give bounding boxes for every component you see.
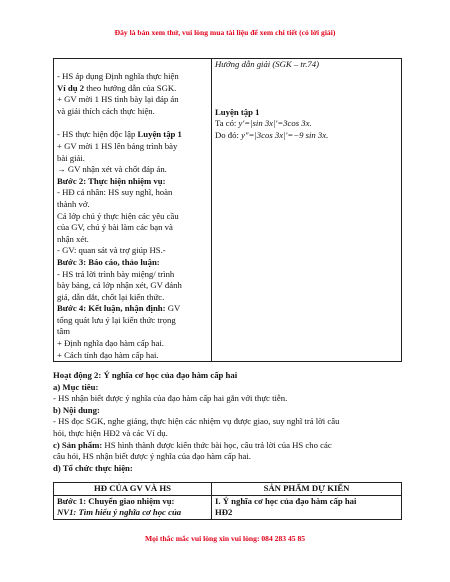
text-line: - HS thực hiện độc lập [57,129,138,140]
preview-banner: Đây là bản xem thử, vui lòng mua tài liệu để xem chi tiết (có lời giải) [114,28,336,37]
text-line: - HĐ cá nhân: HS suy nghĩ, hoàn [57,187,173,198]
text-line: tâm [57,326,71,337]
text-line: - HS trả lời trình bày miệng/ trình [57,268,175,279]
text-line: theo hướng dẫn của SGK. [84,82,177,93]
text-line: bày bảng, cả lớp nhận xét, GV đánh [57,280,182,291]
products-cell [212,495,402,519]
text-line: giá, dẫn dắt, chốt lại kiến thức. [57,291,165,302]
formula: y″=|3cos 3x|′=−9 sin 3x. [241,129,329,140]
step-heading: Bước 2: Thực hiện nhiệm vụ: [57,175,166,186]
column-header-activities: HĐ CỦA GV VÀ HS [54,483,212,496]
text-line: bài giải. [57,152,85,163]
step-heading: Bước 3: Báo cáo, thảo luận: [57,256,160,267]
step-heading: Bước 1: Chuyển giao nhiệm vụ: [57,495,175,506]
text-line: + Định nghĩa đạo hàm cấp hai. [57,338,164,349]
column-header-products: SẢN PHẨM DỰ KIẾN [212,483,402,496]
text-line: Ta có: [215,118,239,129]
activity-title: Hoạt động 2: Ý nghĩa cơ học của đạo hàm cấp hai [53,370,238,380]
text-line: và giải thích cách thực hiện. [57,105,155,116]
text-line: + Cách tính đạo hàm cấp hai. [57,349,159,360]
content-heading: b) Nội dung: [53,404,100,415]
section-heading: HĐ2 [215,507,233,518]
text-line: - GV: quan sát và trợ giúp HS.- [57,245,166,256]
text-line: hỏi, thực hiện HĐ2 và các Ví dụ. [53,427,168,438]
text-line: → GV nhận xét và chốt đáp án. [57,164,167,175]
section-heading: I. Ý nghĩa cơ học của đạo hàm cấp hai [215,495,357,506]
practice-title: Luyện tập 1 [215,106,260,117]
text-line: GV [165,303,181,314]
lesson-table [53,58,402,362]
example-label: Ví dụ 2 [57,82,85,93]
text-line: câu hỏi, HS nhận biết được ý nghĩa của đạo hàm cấp hai. [53,451,251,462]
organization-heading: d) Tổ chức thực hiện: [53,462,133,473]
text-line: + GV mời 1 HS tình bày lại đáp án [57,94,179,105]
text-line: thành vở. [57,198,90,209]
solution-hint: Hướng dẫn giải (SGK – tr.74) [215,59,319,69]
step-heading: Bước 4: Kết luận, nhận định: [57,303,166,314]
text-line: - HS áp dụng Định nghĩa thực hiện [57,71,179,81]
text-line: - HS nhận biết được ý nghĩa của đạo hàm cấp hai gắn với thực tiễn. [53,393,288,404]
formula: y′=|sin 3x|′=3cos 3x. [238,118,312,129]
practice-label: Luyện tập 1 [137,129,182,140]
activities-cell [54,495,212,519]
teacher-student-activities-cell [54,59,212,362]
text-line: tổng quát lưu ý lại kiến thức trọng [57,314,176,325]
text-line: nhận xét. [57,233,89,244]
expected-product-cell [212,59,402,362]
contact-banner: Mọi thắc mắc vui lòng xin vui lòng: 084 283 45 85 [144,534,306,543]
organization-table [53,482,402,520]
text-line: của GV, chú ý bài làm các bạn và [57,222,173,233]
text-line: Cả lớp chú ý thực hiện các yêu cầu [57,210,179,221]
text-line: + GV mời 1 HS lên bảng trình bày [57,140,178,151]
text-line: HS hình thành được kiến thức bài học, câu trả lời của HS cho các [102,439,332,450]
product-heading: c) Sản phẩm: [53,439,103,450]
task-heading: NV1: Tìm hiểu ý nghĩa cơ học của [57,507,182,518]
text-line: - HS đọc SGK, nghe giảng, thực hiện các nhiệm vụ được giao, suy nghĩ trả lời câu [53,416,340,427]
text-line: Do đó: [215,129,242,140]
objective-heading: a) Mục tiêu: [53,381,99,392]
activity-section [53,370,399,474]
